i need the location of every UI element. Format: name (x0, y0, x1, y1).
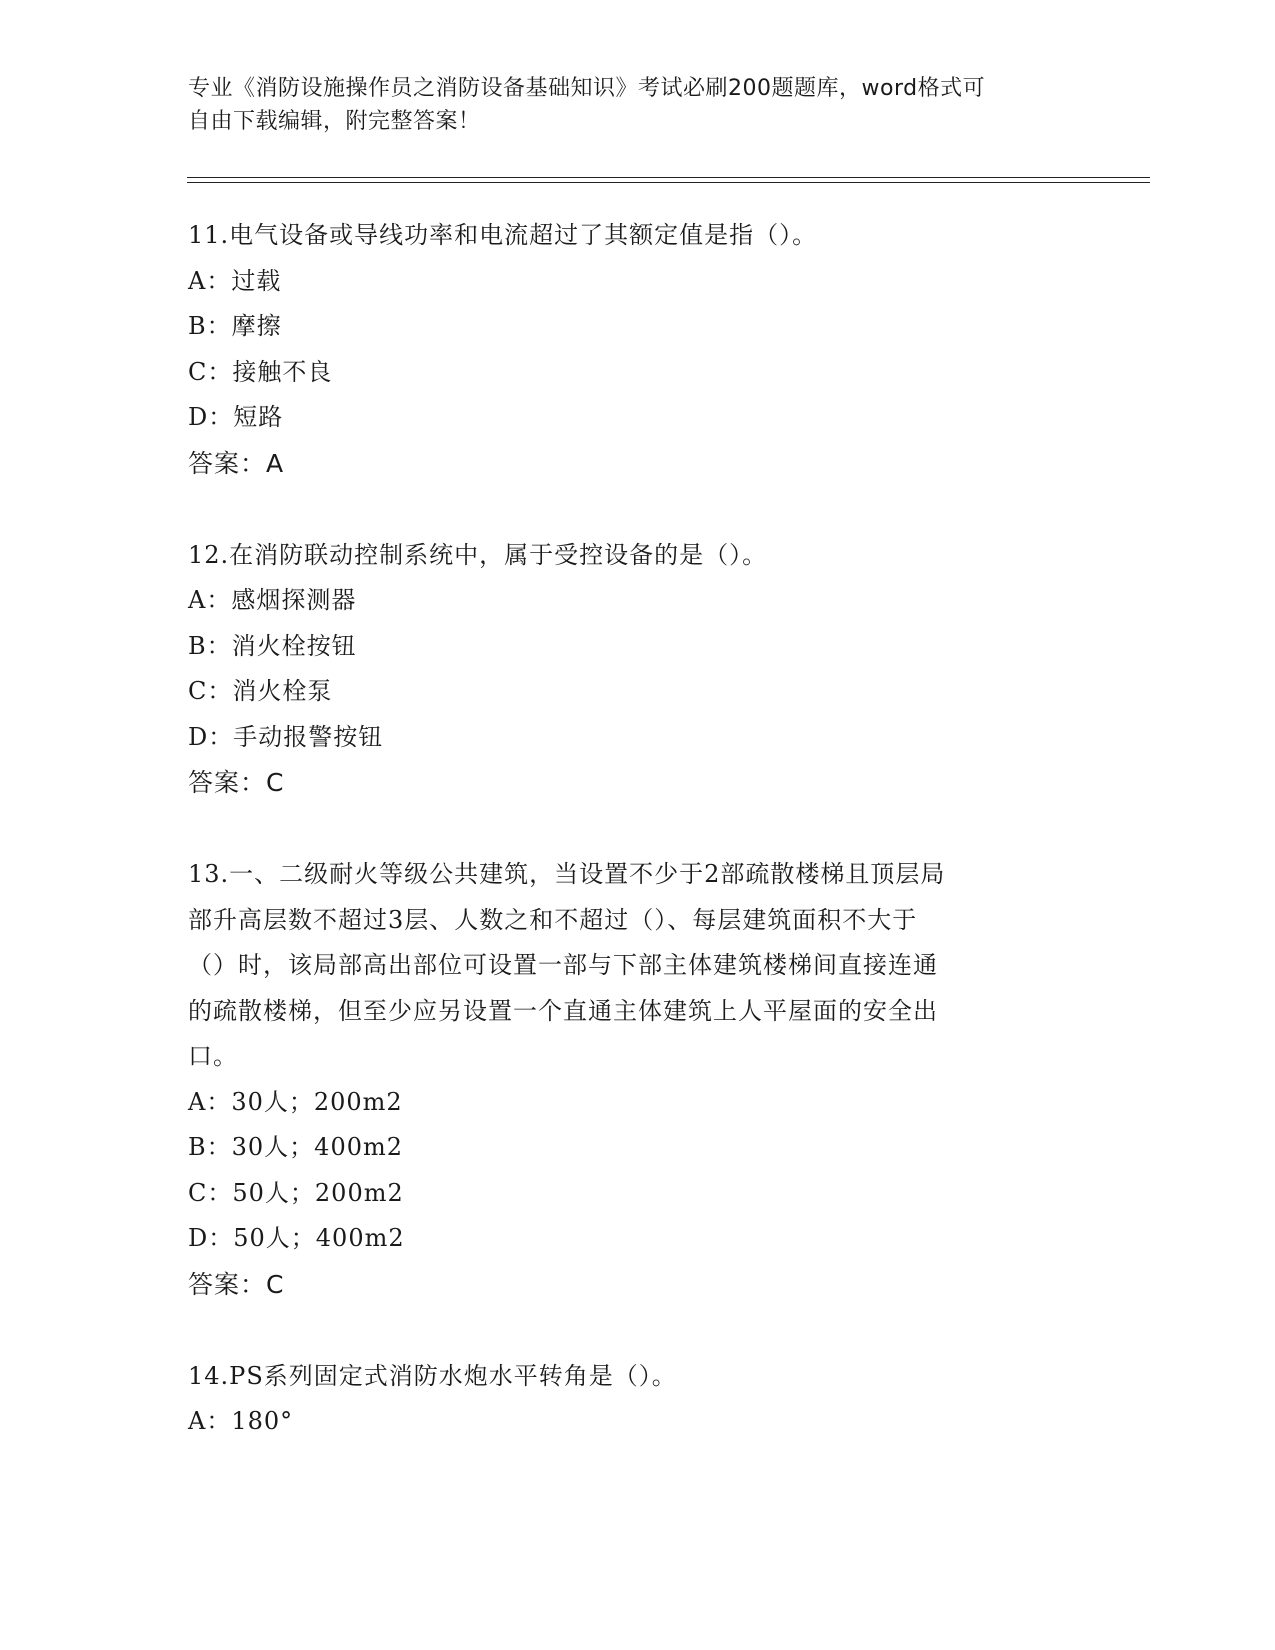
option-b: B：摩擦 (188, 312, 282, 340)
question-stem: 14.PS系列固定式消防水炮水平转角是（）。 (188, 1361, 677, 1390)
question-stem-line-4: 的疏散楼梯，但至少应另设置一个直通主体建筑上人平屋面的安全出 (188, 996, 938, 1025)
option-a: A：过载 (188, 266, 282, 295)
answer-line: 答案：C (188, 768, 285, 797)
document-header (188, 72, 1088, 138)
option-d: D：短路 (188, 403, 284, 431)
question-stem: 12.在消防联动控制系统中，属于受控设备的是（）。 (188, 540, 768, 569)
option-a: A：30人；200m2 (188, 1087, 403, 1116)
question-13 (188, 852, 1088, 1307)
header-divider-bottom (187, 182, 1150, 183)
question-stem-line-2: 部升高层数不超过3层、人数之和不超过（）、每层建筑面积不大于 (188, 905, 918, 934)
question-stem-line-3: （）时，该局部高出部位可设置一部与下部主体建筑楼梯间直接连通 (188, 951, 938, 979)
question-14 (188, 1354, 1088, 1445)
header-divider-top (187, 177, 1150, 178)
header-intro-line-2: 自由下载编辑，附完整答案！ (188, 109, 481, 134)
question-stem: 11.电气设备或导线功率和电流超过了其额定值是指（）。 (188, 221, 818, 249)
option-b: B：30人；400m2 (188, 1133, 404, 1161)
answer-line: 答案：C (188, 1269, 285, 1299)
option-c: C：50人；200m2 (188, 1178, 404, 1207)
option-a: A：180° (188, 1407, 294, 1435)
question-12 (188, 533, 1088, 806)
option-a: A：感烟探测器 (188, 586, 357, 614)
question-11 (188, 213, 1088, 486)
option-c: C：接触不良 (188, 357, 333, 386)
question-stem-line-1: 13.一、二级耐火等级公共建筑，当设置不少于2部疏散楼梯且顶层局 (188, 860, 946, 888)
header-intro-line-1: 专业《消防设施操作员之消防设备基础知识》考试必刷200题题库，word格式可 (188, 76, 986, 101)
answer-line: 答案：A (188, 448, 285, 478)
question-stem-line-5: 口。 (188, 1042, 238, 1070)
question-list (188, 213, 1088, 1492)
option-d: D：50人；400m2 (188, 1224, 405, 1252)
option-c: C：消火栓泵 (188, 677, 333, 705)
option-b: B：消火栓按钮 (188, 631, 357, 660)
option-d: D：手动报警按钮 (188, 722, 384, 751)
